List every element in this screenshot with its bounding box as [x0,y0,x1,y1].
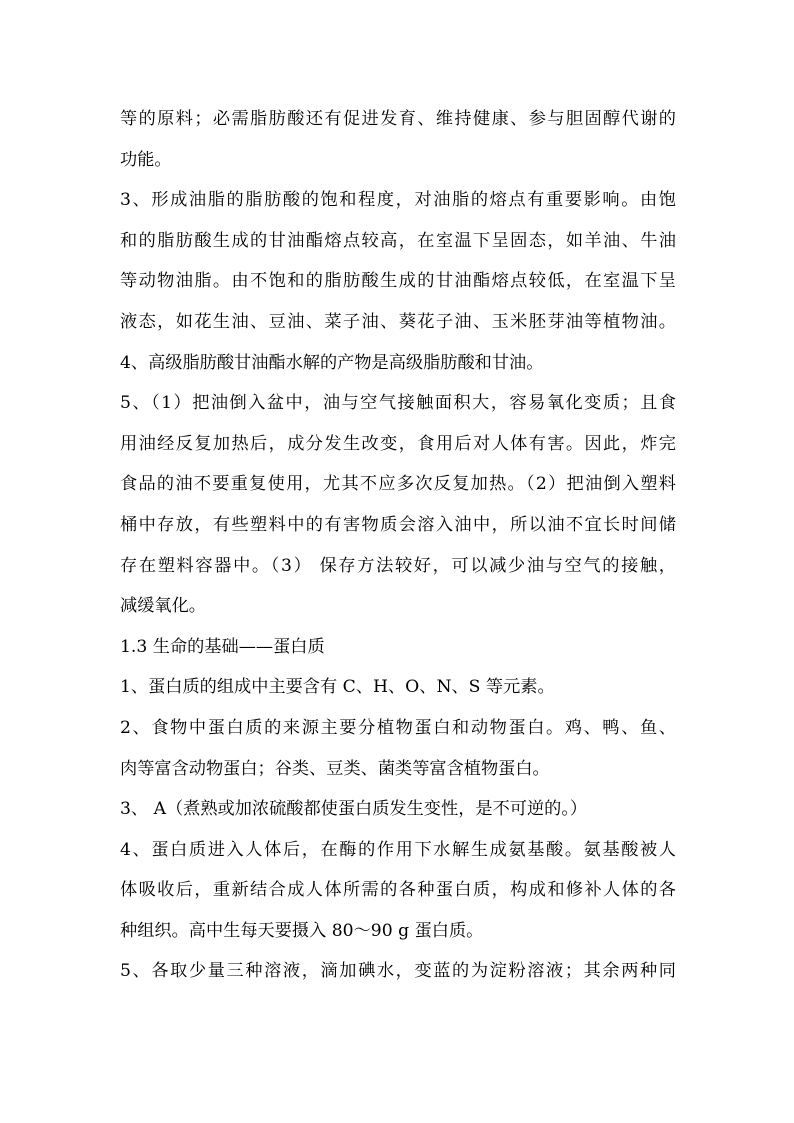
paragraph-line-21: 种组织。高中生每天要摄入 80～90 g 蛋白质。 [120,920,484,941]
paragraph-line-13: 减缓氧化。 [120,596,206,617]
paragraph-line-16: 2、食物中蛋白质的来源主要分植物蛋白和动物蛋白。鸡、鸭、鱼、 [120,717,676,738]
paragraph-line-22: 5、各取少量三种溶液，滴加碘水，变蓝的为淀粉溶液；其余两种同 [120,961,676,982]
paragraph-line-1: 等的原料；必需脂肪酸还有促进发育、维持健康、参与胆固醇代谢的 [120,109,676,129]
paragraph-line-2: 功能。 [120,149,172,170]
paragraph-line-18: 3、 A（煮熟或加浓硫酸都使蛋白质发生变性，是不可逆的。） [120,799,588,820]
document-body [120,99,676,992]
paragraph-line-4: 和的脂肪酸生成的甘油酯熔点较高，在室温下呈固态，如羊油、牛油 [120,230,676,251]
paragraph-line-8: 5、（1）把油倒入盆中，油与空气接触面积大，容易氧化变质；且食 [120,393,676,414]
paragraph-line-3: 3、形成油脂的脂肪酸的饱和程度，对油脂的熔点有重要影响。由饱 [120,190,676,211]
paragraph-line-20: 体吸收后，重新结合成人体所需的各种蛋白质，构成和修补人体的各 [120,880,676,901]
paragraph-line-6: 液态，如花生油、豆油、菜子油、葵花子油、玉米胚芽油等植物油。 [120,311,676,332]
paragraph-line-19: 4、蛋白质进入人体后，在酶的作用下水解生成氨基酸。氨基酸被人 [120,839,676,860]
section-heading: 1.3 生命的基础——蛋白质 [120,636,325,657]
paragraph-line-7: 4、高级脂肪酸甘油酯水解的产物是高级脂肪酸和甘油。 [120,352,544,373]
paragraph-line-17: 肉等富含动物蛋白；谷类、豆类、菌类等富含植物蛋白。 [120,758,550,779]
paragraph-line-10: 食品的油不要重复使用，尤其不应多次反复加热。（2）把油倒入塑料 [120,474,676,495]
paragraph-line-11: 桶中存放，有些塑料中的有害物质会溶入油中，所以油不宜长时间储 [120,514,676,535]
paragraph-line-15: 1、蛋白质的组成中主要含有 C、H、O、N、S 等元素。 [120,677,555,698]
paragraph-line-5: 等动物油脂。由不饱和的脂肪酸生成的甘油酯熔点较低，在室温下呈 [120,271,676,292]
paragraph-line-12: 存在塑料容器中。（3） 保存方法较好，可以减少油与空气的接触， [120,555,676,576]
paragraph-line-9: 用油经反复加热后，成分发生改变，食用后对人体有害。因此，炸完 [120,433,676,454]
